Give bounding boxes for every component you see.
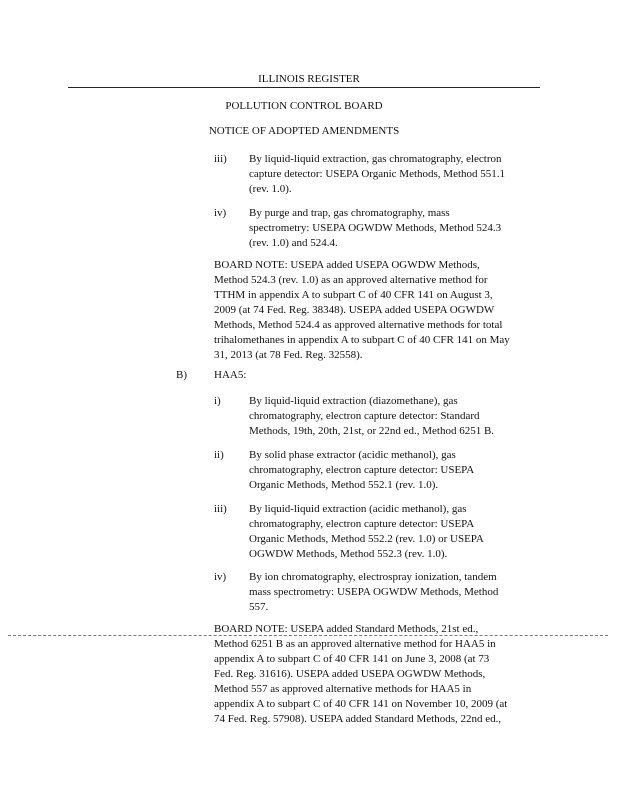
note-line: Fed. Reg. 31616). USEPA added USEPA OGWDW Methods, (214, 668, 486, 680)
item-line: (rev. 1.0). (249, 183, 292, 195)
item-line: By purge and trap, gas chromatography, mass (249, 207, 450, 219)
board-note (214, 622, 507, 727)
item-number: iii) (214, 503, 227, 515)
item-line: mass spectrometry: USEPA OGWDW Methods, Method (249, 586, 499, 598)
note-line: Method 6251 B as an approved alternative method for HAA5 in (214, 638, 496, 650)
item-line: Methods, 19th, 20th, 21st, or 22nd ed., Method 6251 B. (249, 425, 495, 437)
note-line: BOARD NOTE: USEPA added Standard Methods, 21st ed., (214, 623, 479, 635)
item-line: By liquid-liquid extraction (diazomethane), gas (249, 395, 458, 407)
note-line: Method 524.3 (rev. 1.0) as an approved alternative method for (214, 274, 488, 286)
note-line: Method 557 as approved alternative methods for HAA5 in (214, 683, 472, 695)
item-line: By solid phase extractor (acidic methanol), gas (249, 449, 456, 461)
item-number: i) (214, 395, 221, 407)
item-line: By liquid-liquid extraction, gas chromatography, electron (249, 153, 502, 165)
board-note (214, 258, 510, 363)
note-line: appendix A to subpart C of 40 CFR 141 on June 3, 2008 (at 73 (214, 653, 490, 665)
item-line: spectrometry: USEPA OGWDW Methods, Method 524.3 (249, 222, 502, 234)
note-line: 74 Fed. Reg. 57908). USEPA added Standard Methods, 22nd ed., (214, 713, 502, 725)
note-line: appendix A to subpart C of 40 CFR 141 on November 10, 2009 (at (214, 698, 508, 710)
register-title: ILLINOIS REGISTER (258, 73, 360, 85)
item-number: iv) (214, 207, 227, 219)
note-line: 31, 2013 (at 78 Fed. Reg. 32558). (214, 349, 363, 361)
section-title: HAA5: (214, 369, 247, 381)
note-line: 2009 (at 74 Fed. Reg. 38348). USEPA added USEPA OGWDW (214, 304, 495, 316)
item-line: By liquid-liquid extraction (acidic methanol), gas (249, 503, 467, 515)
item-line: (rev. 1.0) and 524.4. (249, 237, 338, 249)
note-line: TTHM in appendix A to subpart C of 40 CFR 141 on August 3, (214, 289, 493, 301)
item-line: chromatography, electron capture detector: Standard (249, 410, 480, 422)
item-line: OGWDW Methods, Method 552.3 (rev. 1.0). (249, 548, 448, 560)
note-line: trihalomethanes in appendix A to subpart C of 40 CFR 141 on May (214, 334, 510, 346)
section-label: B) (176, 369, 187, 381)
notice-title: NOTICE OF ADOPTED AMENDMENTS (208, 125, 400, 137)
item-number: iv) (214, 571, 227, 583)
item-line: chromatography, electron capture detector: USEPA (249, 518, 475, 530)
note-line: BOARD NOTE: USEPA added USEPA OGWDW Methods, (214, 259, 480, 271)
item-line: chromatography, electron capture detector: USEPA (249, 464, 475, 476)
item-number: ii) (214, 449, 224, 461)
item-line: By ion chromatography, electrospray ionization, tandem (249, 571, 497, 583)
item-line: 557. (249, 601, 269, 613)
item-number: iii) (214, 153, 227, 165)
note-line: Methods, Method 524.4 as approved alternative methods for total (214, 319, 503, 331)
item-line: capture detector: USEPA Organic Methods, Method 551.1 (249, 168, 506, 180)
board-title: POLLUTION CONTROL BOARD (225, 100, 383, 112)
header-rule (68, 87, 540, 88)
item-line: Organic Methods, Method 552.1 (rev. 1.0). (249, 479, 439, 491)
item-line: Organic Methods, Method 552.2 (rev. 1.0) or USEPA (249, 533, 484, 545)
